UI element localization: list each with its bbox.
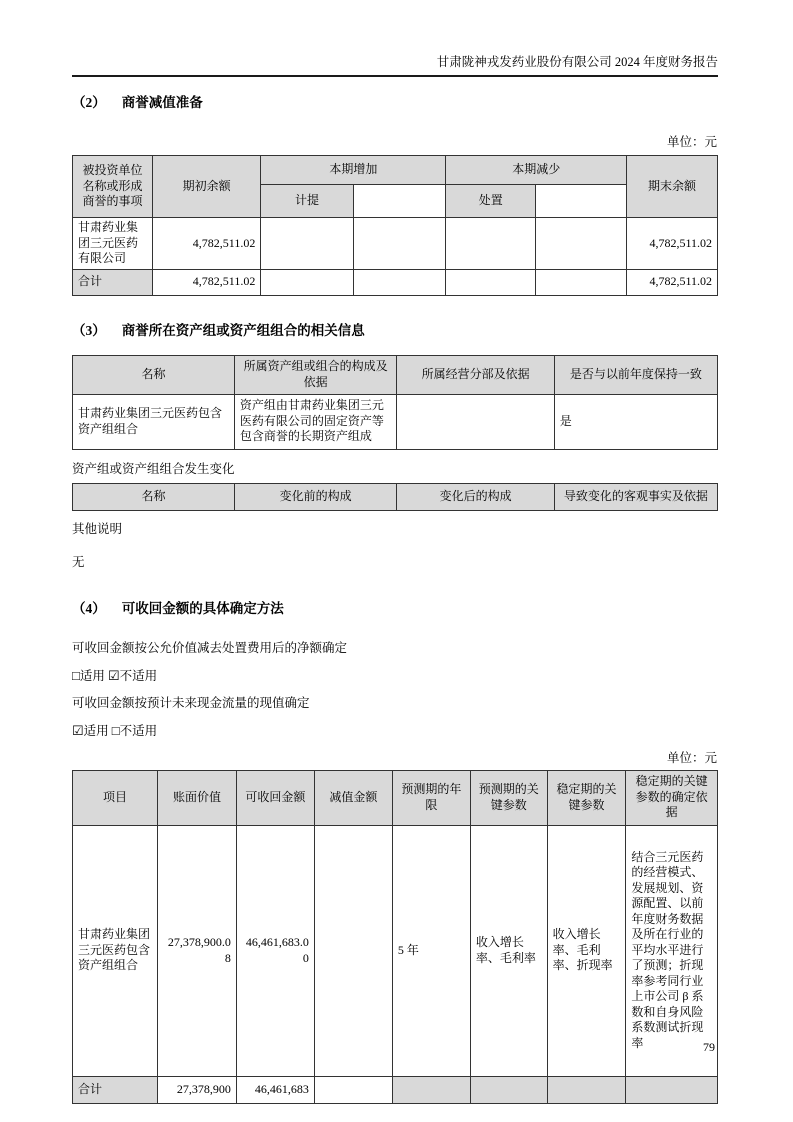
recoverable-amount-table [72,770,718,1104]
col-header-change-name: 名称 [73,483,235,510]
fair-value-method-applicability [72,667,718,685]
other-note-value: 无 [72,554,85,569]
cell-stable-params-basis: 结合三元医药的经营模式、发展规划、资源配置、以前年度财务数据及所在行业的平均水平进行了预测；折现率参考同行业上市公司 β 系数和自身风险系数测试折现率 [626,825,718,1076]
cell-asset-group-composition: 资产组由甘肃药业集团三元医药有限公司的固定资产等包含商誉的长期资产组成 [234,394,397,449]
unit-note-1: 单位：元 [666,135,717,149]
table-row [73,394,718,449]
col-header-decrease-group: 本期减少 [446,156,627,185]
present-value-method-applicability [72,722,718,740]
cell-item-name: 甘肃药业集团三元医药包含资产组组合 [73,825,158,1076]
col-header-forecast-period: 预测期的年限 [392,770,470,825]
cell-total-stable-params-basis [626,1076,718,1103]
page-number: 79 [703,1040,715,1054]
col-header-segment: 所属经营分部及依据 [397,355,554,394]
cell-investee-name: 甘肃药业集团三元医药有限公司 [73,218,153,270]
asset-group-change-table [72,483,718,511]
col-header-accrual: 计提 [261,185,353,218]
cell-stable-key-params: 收入增长率、毛利率、折现率 [547,825,626,1076]
cell-increase-other [353,218,446,270]
cell-carrying-value: 27,378,900.08 [158,825,237,1076]
col-header-closing-balance: 期末余额 [627,156,718,218]
table-total-row [73,1076,718,1103]
section-4-number: （4） [72,600,106,616]
checkbox-checked-icon: ☑ [108,667,120,683]
cell-accrual [261,218,353,270]
section-2-number: （2） [72,95,106,110]
cell-asset-group-name: 甘肃药业集团三元医药包含资产组组合 [73,394,235,449]
fair-value-method-text: 可收回金额按公允价值减去处置费用后的净额确定 [72,640,348,655]
goodwill-impairment-table [72,155,718,296]
col-header-before-change: 变化前的构成 [234,483,397,510]
applicable-label: 适用 [83,723,109,738]
section-2-title [72,94,718,112]
col-header-change-reason: 导致变化的客观事实及依据 [554,483,717,510]
section-4-title [72,600,718,618]
cell-total-stable-key-params [547,1076,626,1103]
cell-total-label: 合计 [73,269,153,295]
unit-note-2: 单位：元 [666,750,717,765]
col-header-composition: 所属资产组或组合的构成及依据 [234,355,397,394]
col-header-increase-blank [353,185,446,218]
col-header-stable-key-params: 稳定期的关键参数 [547,770,626,825]
cell-disposal [446,218,536,270]
cell-impairment-amount [314,825,392,1076]
cell-asset-group-consistent: 是 [554,394,717,449]
cell-total-forecast-period [392,1076,470,1103]
cell-total-increase-other [353,269,446,295]
col-header-carrying-value: 账面价值 [158,770,237,825]
section-3-label: 商誉所在资产组或资产组组合的相关信息 [121,322,365,338]
col-header-after-change: 变化后的构成 [397,483,554,510]
col-header-decrease-blank [536,185,627,218]
other-note-label: 其他说明 [72,521,123,536]
checkbox-checked-icon: ☑ [72,722,84,738]
cell-total-carrying-value: 27,378,900 [158,1076,237,1103]
cell-closing-balance: 4,782,511.02 [627,218,718,270]
asset-group-info-table [72,355,718,450]
col-header-impairment-amount: 减值金额 [314,770,392,825]
cell-recoverable-amount: 46,461,683.00 [236,825,314,1076]
cell-forecast-key-params: 收入增长率、毛利率 [470,825,547,1076]
cell-total-opening: 4,782,511.02 [152,269,260,295]
cell-total-label: 合计 [73,1076,158,1103]
section-3-title [72,322,718,340]
not-applicable-label: 不适用 [119,668,158,683]
cell-decrease-other [536,218,627,270]
col-header-name: 名称 [73,355,235,394]
page-content [72,0,718,1104]
col-header-opening-balance: 期初余额 [152,156,260,218]
cell-total-decrease-other [536,269,627,295]
table-total-row [73,269,718,295]
document-header: 甘肃陇神戎发药业股份有限公司 2024 年度财务报告 [72,52,718,77]
col-header-disposal: 处置 [446,185,536,218]
cell-total-disposal [446,269,536,295]
cell-total-recoverable-amount: 46,461,683 [236,1076,314,1103]
cell-opening-balance: 4,782,511.02 [152,218,260,270]
applicable-label: 适用 [79,668,105,683]
table-row [73,218,718,270]
cell-total-closing: 4,782,511.02 [627,269,718,295]
asset-group-change-note: 资产组或资产组组合发生变化 [72,461,235,476]
cell-forecast-period: 5 年 [392,825,470,1076]
col-header-stable-params-basis: 稳定期的关键参数的确定依据 [626,770,718,825]
cell-total-forecast-key-params [470,1076,547,1103]
col-header-consistent: 是否与以前年度保持一致 [554,355,717,394]
cell-total-impairment-amount [314,1076,392,1103]
section-3-number: （3） [72,322,106,338]
checkbox-unchecked-icon: □ [72,667,80,683]
col-header-increase-group: 本期增加 [261,156,446,185]
present-value-method-text: 可收回金额按预计未来现金流量的现值确定 [72,695,310,710]
section-4-label: 可收回金额的具体确定方法 [121,600,284,616]
cell-total-accrual [261,269,353,295]
section-2-label: 商誉减值准备 [121,95,203,110]
col-header-recoverable-amount: 可收回金额 [236,770,314,825]
checkbox-unchecked-icon: □ [111,722,120,738]
not-applicable-label: 不适用 [119,723,158,738]
col-header-investee: 被投资单位名称或形成商誉的事项 [73,156,153,218]
table-row [73,825,718,1076]
col-header-forecast-key-params: 预测期的关键参数 [470,770,547,825]
cell-asset-group-segment [397,394,554,449]
col-header-item: 项目 [73,770,158,825]
